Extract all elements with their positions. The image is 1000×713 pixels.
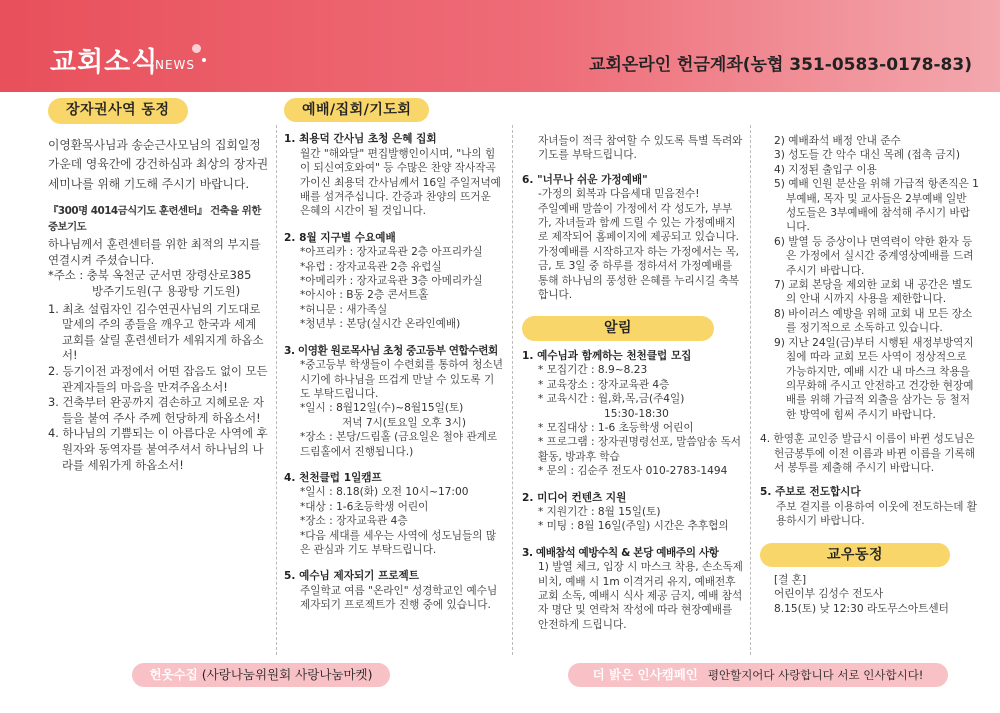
location-item: *유럽 : 장자교육관 2층 유럽실 xyxy=(300,260,442,273)
event-body: 주일학교 여름 "온라인" 성경학교인 예수님 제자되기 프로젝트가 진행 중에 있습니다. xyxy=(300,584,498,612)
event-title: 1. 최용덕 간사님 초청 은혜 집회 xyxy=(284,133,437,146)
notice-item: 4. 한영훈 교인증 발급시 이름이 바뀐 성도님은 헌금봉투에 이전 이름과 바뀐 이름을 기록해서 봉투를 제출해 주시기 바랍니다. xyxy=(760,433,976,474)
notice-title: 1. 예수님과 함께하는 천천클럽 모집 xyxy=(522,349,692,362)
footer-right-text: 평안할지어다 사랑합니다 서로 인사합시다! xyxy=(707,668,924,682)
notice-title: 5. 주보로 전도합시다 xyxy=(760,486,861,499)
column-elder-ministry xyxy=(48,98,270,473)
section-title-notice: 알림 xyxy=(522,316,714,340)
event-detail: *장소 : 장자교육관 4층 xyxy=(300,515,408,528)
training-center-text: 하나님께서 훈련센터를 위한 최적의 부지를 연결시켜 주셨습니다. xyxy=(48,237,261,267)
notice-title: 2. 미디어 컨텐츠 지원 xyxy=(522,491,627,504)
guideline-item: 2) 예배좌석 배정 안내 준수 xyxy=(774,135,901,147)
notice-detail: * 미팅 : 8월 16일(주일) 시간은 추후협의 xyxy=(538,520,729,533)
header-news-label: NEWS xyxy=(155,58,196,72)
notice-detail: * 프로그램 : 장자권명령선포, 말씀암송 독서활동, 방과후 학습 xyxy=(538,436,742,463)
event-detail: 저녁 7시(토요일 오후 3시) xyxy=(342,416,466,429)
event-subtitle: -가정의 회복과 다음세대 믿음전수! xyxy=(538,188,700,201)
footer-left-label: 헌옷수집 xyxy=(149,667,198,682)
guideline-item: 7) 교회 본당을 제외한 교회 내 공간은 별도의 안내 시까지 사용을 제한합니다. xyxy=(774,279,973,306)
location-item: *아메리카 : 장자교육관 3층 아메리카실 xyxy=(300,275,483,288)
location-item: *청년부 : 본당(실시간 온라인예배) xyxy=(300,318,461,331)
prayer-item: 1. 최초 설립자인 김수연권사님의 기도대로 말세의 주의 종들을 깨우고 한국과 세계 교회를 살릴 훈련센터가 세워지게 하옵소서! xyxy=(48,301,264,363)
notice-detail: * 교육장소 : 장자교육관 4층 xyxy=(538,378,670,391)
guideline-item: 9) 지난 24일(금)부터 시행된 새정부방역지침에 따라 교회 모든 사역이 정상적으로 가능하지만, 예배 시간 내 마스크 착용을 의무화해 주시고 안전하고 건강한 현장예배를 위해 가급적 외출을 삼가는 등 철저한 방역에 힘써 주시기 바랍니다. xyxy=(774,336,974,421)
footer-right-label: 더 밝은 인사캠페인 xyxy=(592,667,698,682)
event-detail: *장소 : 본당/드림홀 (금요일은 철야 관계로 드림홀에서 진행됩니다.) xyxy=(300,431,498,458)
ministry-prayer-text: 이영환목사님과 송순근사모님의 집회일정 가운데 영육간에 강건하심과 최상의 장자권 세미나를 위해 기도해 주시기 바랍니다. xyxy=(48,137,269,191)
event-detail: *일시 : 8.18(화) 오전 10시~17:00 xyxy=(300,486,469,499)
event-title: 5. 예수님 제자되기 프로젝트 xyxy=(284,570,420,583)
wedding-line: 8.15(토) 낮 12:30 라도무스아트센터 xyxy=(774,602,949,615)
guideline-item: 3) 성도들 간 악수 대신 목례 (접촉 금지) xyxy=(774,149,960,162)
event-detail: *중고등부 학생들이 수련회를 통하여 청소년 시기에 하나님을 뜨겁게 만날 수 있도록 기도 부탁드립니다. xyxy=(300,359,503,400)
column-worship-notices xyxy=(522,134,744,632)
address-line-2: 방주기도원(구 용광탕 기도원) xyxy=(92,284,241,299)
guideline-item: 5) 예배 인원 분산을 위해 가급적 항존직은 1부예배, 목자 및 교사들은 2부예배 일반 성도들은 3부예배에 참석해 주시기 바랍니다. xyxy=(774,178,979,234)
event-body: 주일예배 말씀이 가정에서 각 성도가, 부부가, 자녀들과 함께 드릴 수 있는 가정예배지로 제작되어 홈페이지에 제공되고 있습니다. 가정예배를 시작하고자 하는 가정에서는 목, 금, 토 3일 중 하루를 정하셔서 가정예배를 통해 하나님의 풍성한 은혜를 누리시길 축복합니다. xyxy=(538,202,740,302)
header-banner xyxy=(0,0,1000,92)
notice-detail: * 모집기간 : 8.9~8.23 xyxy=(538,364,648,377)
event-body: 자녀들이 적극 참여할 수 있도록 특별 독려와 기도를 부탁드립니다. xyxy=(538,135,743,162)
footer-left-text: (사랑나눔위원회 사랑나눔마켓) xyxy=(201,667,373,682)
footer-greeting-campaign xyxy=(568,663,948,687)
decor-dot-small-icon xyxy=(202,58,206,62)
guideline-item: 4) 지정된 출입구 이용 xyxy=(774,163,877,176)
wedding-line: 어린이부 김성수 전도사 xyxy=(774,588,884,601)
notice-detail: 1) 발열 체크, 입장 시 마스크 착용, 손소독제 비치, 예배 시 1m 이격거리 유지, 예배전후 교회 소독, 예배시 식사 제공 금지, 예배 참석자 명단 및 연락처 작성에 따라 현장예배를 안전하게 드립니다. xyxy=(538,561,743,631)
section-title-alumni: 교우동정 xyxy=(760,543,950,567)
footer-clothes-collection xyxy=(132,663,390,687)
prayer-item: 4. 하나님의 기쁨되는 이 아름다운 사역에 후원자와 동역자를 붙여주셔서 하나님의 나라를 세워가게 하옵소서! xyxy=(48,426,268,472)
column-divider xyxy=(750,125,751,655)
event-detail: *다음 세대를 세우는 사역에 성도님들의 많은 관심과 기도 부탁드립니다. xyxy=(300,529,497,556)
decor-dot-icon xyxy=(192,44,201,53)
header-title: 교회소식 xyxy=(50,47,159,78)
notice-detail: * 교육시간 : 월,화,목,금(주4일) xyxy=(538,393,685,406)
event-title: 3. 이영환 원로목사님 초청 중고등부 연합수련회 xyxy=(284,344,498,357)
guideline-item: 6) 발열 등 증상이나 면역력이 약한 환자 등은 가정에서 실시간 중계영상예배를 드려주시기 바랍니다. xyxy=(774,235,974,277)
location-item: *허니문 : 새가족실 xyxy=(300,303,388,316)
wedding-tag: [결 혼] xyxy=(774,573,807,586)
section-title-ministry: 장자권사역 동정 xyxy=(48,98,188,124)
notice-body: 주보 겉지를 이용하여 이웃에 전도하는데 활용하시기 바랍니다. xyxy=(776,500,978,528)
training-center-heading: 『300명 4014금식기도 훈련센터』 건축을 위한 중보기도 xyxy=(48,205,261,233)
column-worship xyxy=(284,98,504,613)
event-detail: *일시 : 8월12일(수)~8월15일(토) xyxy=(300,402,464,415)
column-divider xyxy=(512,125,513,655)
section-title-worship: 예배/집회/기도회 xyxy=(284,98,429,122)
column-guidelines xyxy=(760,134,980,616)
event-body: 월간 "해와달" 편집발행인이시며, "나의 힘이 되신여호와여" 등 수많은 찬양 작사작곡가이신 최용덕 간사님께서 16일 주일저녁예배를 섬겨주십니다. 간증과 찬양의 뜨거운 은혜의 시간이 될 것입니다. xyxy=(300,147,501,218)
prayer-list xyxy=(48,302,270,474)
address-line: *주소 : 충북 옥천군 군서면 장령산로385 xyxy=(48,268,252,283)
event-title: 2. 8월 지구별 수요예배 xyxy=(284,231,396,244)
column-divider xyxy=(276,125,277,655)
notice-detail: * 지원기간 : 8월 15일(토) xyxy=(538,505,661,518)
offering-account: 교회온라인 헌금계좌(농협 351-0583-0178-83) xyxy=(589,55,972,75)
notice-title: 3. 예배참석 예방수칙 & 본당 예배주의 사항 xyxy=(522,546,719,559)
notice-detail: * 모집대상 : 1-6 초등학생 어린이 xyxy=(538,421,694,434)
event-title: 4. 천천클럽 1일캠프 xyxy=(284,471,382,484)
notice-detail: 15:30-18:30 xyxy=(604,407,669,420)
notice-detail: * 문의 : 김순주 전도사 010-2783-1494 xyxy=(538,465,728,478)
event-detail: *대상 : 1-6초등학생 어린이 xyxy=(300,500,429,513)
guideline-item: 8) 바이러스 예방을 위해 교회 내 모든 장소를 정기적으로 소독하고 있습니다. xyxy=(774,307,973,335)
event-title: 6. "너무나 쉬운 가정예배" xyxy=(522,173,648,186)
prayer-item: 2. 등기이전 과정에서 어떤 잡음도 없이 모든 관계자들의 마음을 만져주옵소서! xyxy=(48,364,268,394)
prayer-item: 3. 건축부터 완공까지 겸손하고 지혜로운 자들을 붙여 주사 주께 헌당하게 하옵소서! xyxy=(48,395,265,425)
location-item: *아시아 : B동 2층 콘서트홀 xyxy=(300,289,429,302)
location-item: *아프리카 : 장자교육관 2층 아프리카실 xyxy=(300,246,483,259)
